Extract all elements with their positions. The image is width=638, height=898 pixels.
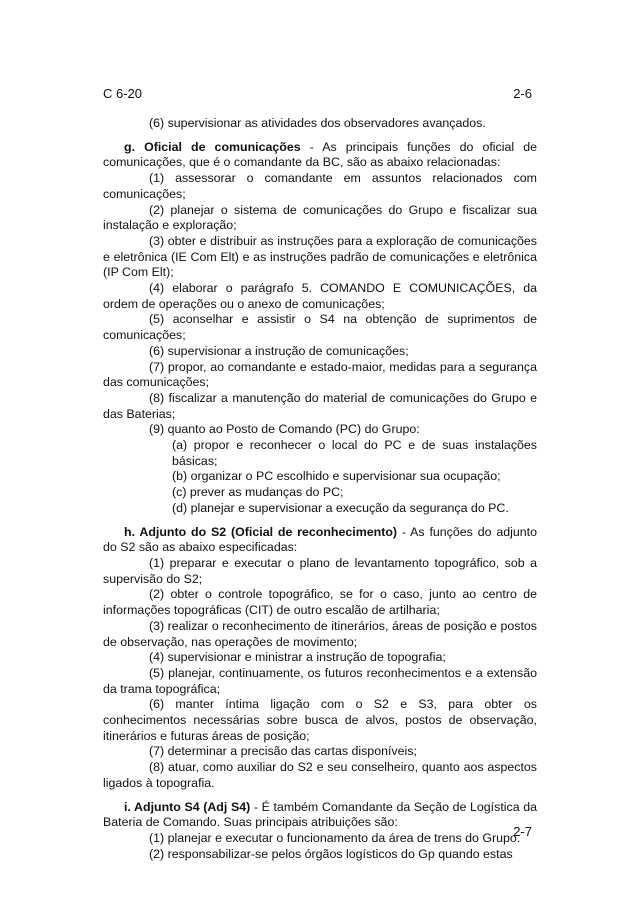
section-paragraph (103, 525, 537, 556)
paragraph-text: (3) realizar o reconhecimento de itinerários, áreas de posição e postos de observação, nas operações de movimento; (103, 618, 537, 649)
paragraph-text: - As funções do adjunto do S2 são as abaixo especificadas: (103, 524, 537, 555)
paragraph-text: (2) obter o controle topográfico, se for o caso, junto ao centro de informações topográficas (CIT) de outro escalão de artilharia; (103, 587, 537, 618)
list-item (103, 171, 537, 202)
section-heading: h. Adjunto do S2 (Oficial de reconhecimento) (124, 524, 398, 539)
list-item (103, 422, 537, 438)
paragraph-text: (b) organizar o PC escolhido e supervisionar sua ocupação; (172, 469, 501, 484)
list-item (103, 469, 537, 485)
paragraph-text: (3) obter e distribuir as instruções para a exploração de comunicações e eletrônica (IE Com Elt) e as instruções padrão de comunicações e eletrônica (IP Com Elt); (103, 233, 537, 280)
list-item (103, 847, 537, 863)
list-item (103, 650, 537, 666)
list-item (103, 744, 537, 760)
page-footer-number: 2-7 (513, 824, 532, 839)
paragraph-text: (8) atuar, como auxiliar do S2 e seu conselheiro, quanto aos aspectos ligados à topografia. (103, 760, 537, 790)
list-item (103, 831, 537, 847)
list-item (103, 501, 537, 517)
list-item (103, 344, 537, 360)
paragraph-text: (1) planejar e executar o funcionamento da área de trens do Grupo. (149, 830, 521, 845)
paragraph-text: (8) fiscalizar a manutenção do material de comunicações do Grupo e das Baterias; (103, 390, 537, 421)
paragraph-text: (5) planejar, continuamente, os futuros reconhecimentos e a extensão da trama topográfica; (103, 665, 537, 696)
list-item (103, 760, 537, 791)
paragraph-text: (7) determinar a precisão das cartas disponíveis; (149, 744, 417, 759)
paragraph-text: (4) elaborar o parágrafo 5. COMANDO E COMUNICAÇÕES, da ordem de operações ou o anexo de comunicações; (103, 281, 537, 311)
list-item (103, 438, 537, 469)
paragraph-text: - As principais funções do oficial de comunicações, que é o comandante da BC, são as abaixo relacionadas: (103, 139, 537, 170)
paragraph-text: (1) assessorar o comandante em assuntos relacionados com comunicações; (103, 171, 537, 201)
list-item (103, 619, 537, 650)
section-heading: g. Oficial de comunicações (124, 139, 301, 154)
list-item (103, 556, 537, 587)
paragraph-text: - É também Comandante da Seção de Logística da Bateria de Comando. Suas principais atribuições são: (103, 799, 538, 830)
list-item (103, 485, 537, 501)
paragraph-text: (a) propor e reconhecer o local do PC e de suas instalações básicas; (172, 438, 537, 468)
paragraph-text: (7) propor, ao comandante e estado-maior, medidas para a segurança das comunicações; (103, 359, 537, 390)
paragraph-text: (2) planejar o sistema de comunicações do Grupo e fiscalizar sua instalação e exploração; (103, 202, 537, 233)
section-paragraph (103, 800, 537, 831)
paragraph-text: (d) planejar e supervisionar a execução da segurança do PC. (172, 500, 509, 515)
page-header-number: 2-6 (513, 86, 532, 101)
list-item (103, 360, 537, 391)
paragraph-text: (c) prever as mudanças do PC; (172, 485, 344, 500)
paragraph-text: (6) supervisionar as atividades dos observadores avançados. (149, 116, 486, 130)
section-paragraph (103, 140, 537, 171)
section-heading: i. Adjunto S4 (Adj S4) (124, 799, 251, 814)
list-item (103, 666, 537, 697)
paragraph-text: (5) aconselhar e assistir o S4 na obtenção de suprimentos de comunicações; (103, 312, 537, 343)
paragraph-text: (4) supervisionar e ministrar a instrução de topografia; (149, 650, 446, 665)
paragraph-text: (9) quanto ao Posto de Comando (PC) do Grupo: (149, 422, 420, 437)
paragraph-text: (2) responsabilizar-se pelos órgãos logísticos do Gp quando estas (149, 846, 513, 861)
list-item (103, 116, 537, 132)
paragraph-text: (6) supervisionar a instrução de comunicações; (149, 343, 409, 358)
list-item (103, 234, 537, 281)
list-item (103, 203, 537, 234)
manual-code: C 6-20 (103, 86, 143, 101)
paragraph-text: (1) preparar e executar o plano de levantamento topográfico, sob a supervisão do S2; (103, 555, 537, 586)
paragraph-text: (6) manter íntima ligação com o S2 e S3, para obter os conhecimentos necessárias sobre busca de alvos, postos de observação, itinerários e futuras áreas de posição; (103, 697, 537, 743)
list-item (103, 697, 537, 744)
list-item (103, 587, 537, 618)
list-item (103, 312, 537, 343)
list-item (103, 391, 537, 422)
list-item (103, 281, 537, 312)
body-text (103, 116, 537, 862)
